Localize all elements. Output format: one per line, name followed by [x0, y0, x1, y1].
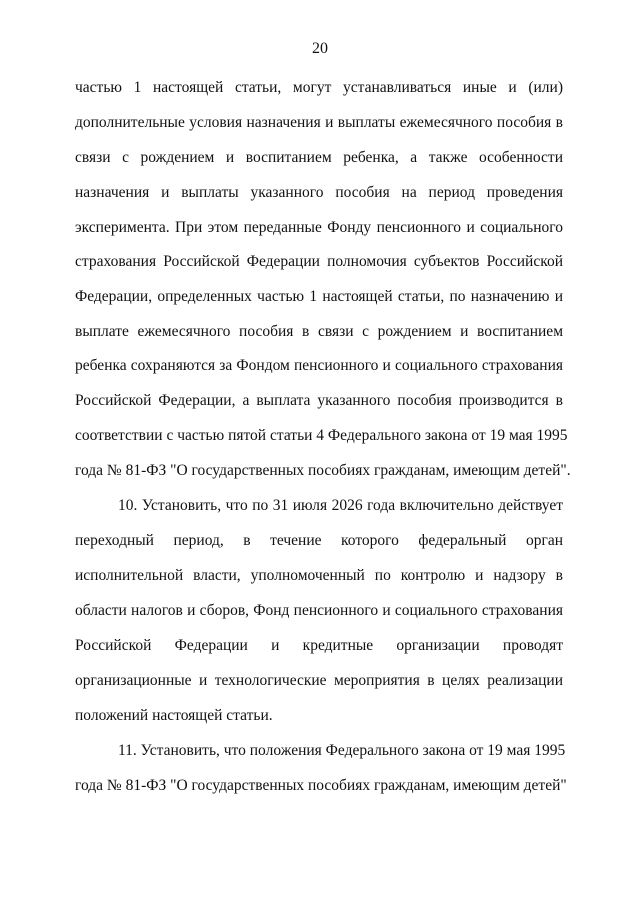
text-line: года № 81-ФЗ "О государственных пособиях гражданам, имеющим детей" — [75, 777, 567, 794]
text-line: переходный период, в течение которого федеральный орган — [75, 532, 563, 549]
text-line: назначения и выплаты указанного пособия на период проведения — [75, 184, 563, 201]
text-line: выплате ежемесячного пособия в связи с рождением и воспитанием — [75, 323, 563, 340]
text-line: области налогов и сборов, Фонд пенсионного и социального страхования — [75, 602, 563, 619]
text-line: дополнительные условия назначения и выплаты ежемесячного пособия в — [75, 114, 563, 131]
text-line: страхования Российской Федерации полномочия субъектов Российской — [75, 253, 563, 270]
paragraph-11-first-line: 11. Установить, что положения Федерального закона от 19 мая 1995 — [118, 742, 566, 759]
paragraph-10-first-line: 10. Установить, что по 31 июля 2026 года включительно действует — [118, 497, 563, 514]
text-line: связи с рождением и воспитанием ребенка, а также особенности — [75, 149, 563, 166]
page-number: 20 — [312, 40, 328, 57]
text-line: года № 81-ФЗ "О государственных пособиях гражданам, имеющим детей". — [75, 462, 571, 479]
text-line: Федерации, определенных частью 1 настоящей статьи, по назначению и — [75, 288, 563, 305]
text-line: исполнительной власти, уполномоченный по контролю и надзору в — [75, 567, 563, 584]
text-line: эксперимента. При этом переданные Фонду пенсионного и социального — [75, 219, 563, 236]
text-line: ребенка сохраняются за Фондом пенсионного и социального страхования — [75, 357, 563, 374]
text-line: частью 1 настоящей статьи, могут устанавливаться иные и (или) — [75, 79, 563, 96]
text-line: положений настоящей статьи. — [75, 707, 273, 724]
text-line: Российской Федерации, а выплата указанного пособия производится в — [75, 392, 563, 409]
text-line: соответствии с частью пятой статьи 4 Федерального закона от 19 мая 1995 — [75, 427, 568, 444]
text-line: организационные и технологические мероприятия в целях реализации — [75, 672, 563, 689]
text-line: Российской Федерации и кредитные организации проводят — [75, 637, 563, 654]
